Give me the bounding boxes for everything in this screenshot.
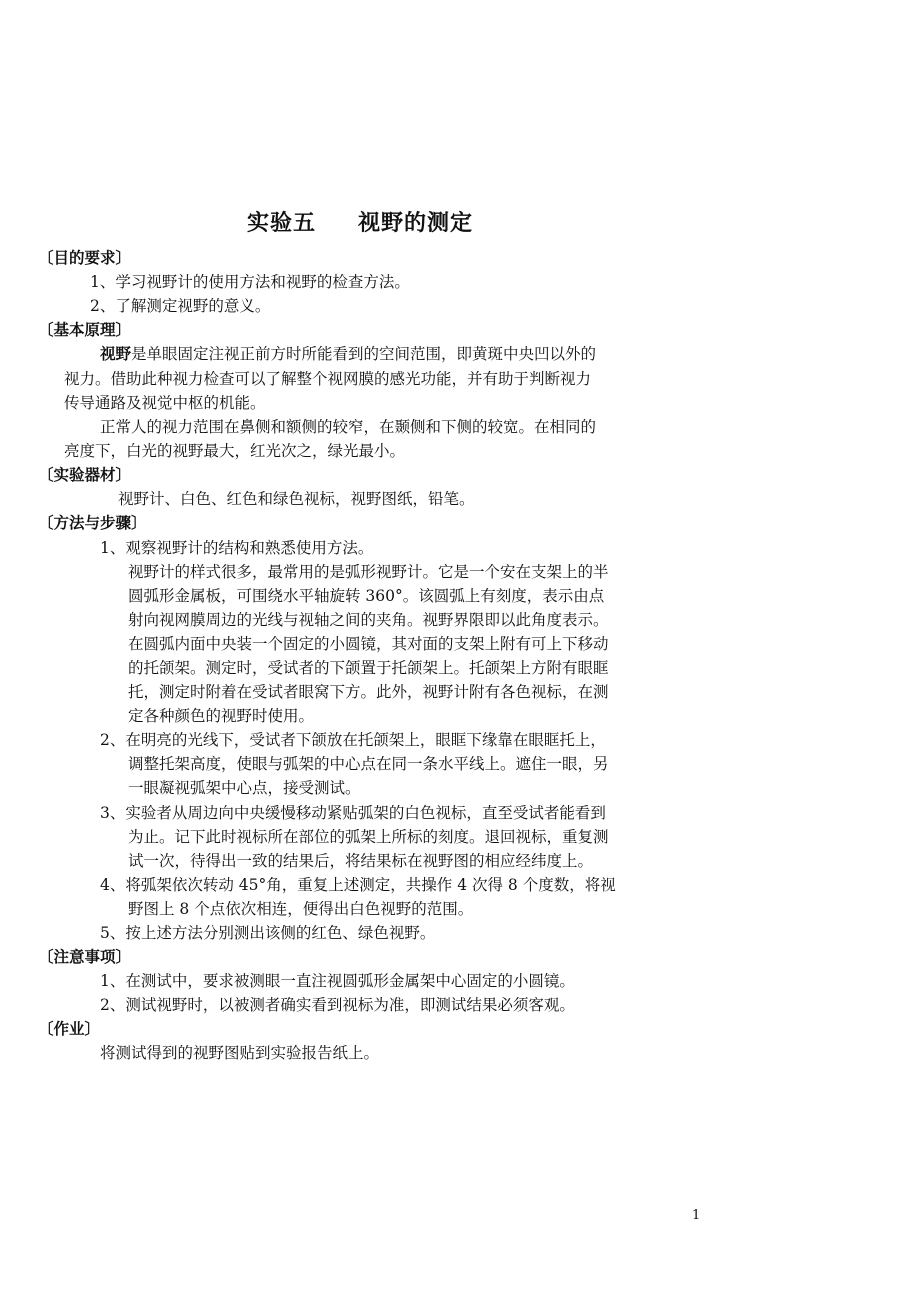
step-3-line: 3、实验者从周边向中央缓慢移动紧贴弧架的白色视标，直至受试者能看到 xyxy=(100,804,606,822)
homework-text: 将测试得到的视野图贴到实验报告纸上。 xyxy=(100,1044,380,1062)
title-experiment-name: 视野的测定 xyxy=(358,211,474,236)
step-1-detail-line: 定各种颜色的视野时使用。 xyxy=(128,707,315,725)
principle-para-1-line-3: 传导通路及视觉中枢的机能。 xyxy=(64,394,266,412)
page-number: 1 xyxy=(692,1208,701,1223)
principle-para-1-line-2: 视力。借助此种视力检查可以了解整个视网膜的感光功能，并有助于判断视力 xyxy=(64,370,592,388)
step-3-line: 试一次，待得出一致的结果后，将结果标在视野图的相应经纬度上。 xyxy=(128,852,594,870)
step-3-line: 为止。记下此时视标所在部位的弧架上所标的刻度。退回视标，重复测 xyxy=(128,828,609,846)
title-experiment-number: 实验五 xyxy=(246,211,316,236)
step-1-detail-line: 的托颌架。测定时，受试者的下颌置于托颌架上。托颌架上方附有眼眶 xyxy=(128,659,609,677)
step-2-line: 调整托架高度，使眼与弧架的中心点在同一条水平线上。遮住一眼，另 xyxy=(128,755,609,773)
purpose-item-2: 2、了解测定视野的意义。 xyxy=(90,297,271,315)
principle-para-1-line-1 xyxy=(100,342,596,366)
principle-para-1-line-1-text: 是单眼固定注视正前方时所能看到的空间范围，即黄斑中央凹以外的 xyxy=(131,345,597,363)
principle-para-2-line-1: 正常人的视力范围在鼻侧和额侧的较窄，在颞侧和下侧的较宽。在相同的 xyxy=(100,418,597,436)
heading-purpose: 〔目的要求〕 xyxy=(38,249,132,267)
heading-notes: 〔注意事项〕 xyxy=(38,948,132,966)
heading-principle: 〔基本原理〕 xyxy=(38,321,132,339)
step-5: 5、按上述方法分别测出该侧的红色、绿色视野。 xyxy=(100,924,436,942)
step-1-detail-line: 托，测定时附着在受试者眼窝下方。此外，视野计附有各色视标，在测 xyxy=(128,683,609,701)
step-2-line: 一眼凝视弧架中心点，接受测试。 xyxy=(128,779,361,797)
page-title xyxy=(0,206,820,237)
principle-para-2-line-2: 亮度下，白光的视野最大，红光次之，绿光最小。 xyxy=(64,442,406,460)
step-1-detail-line: 射向视网膜周边的光线与视轴之间的夹角。视野界限即以此角度表示。 xyxy=(128,611,609,629)
step-2-line: 2、在明亮的光线下，受试者下颌放在托颌架上，眼眶下缘靠在眼眶托上， xyxy=(100,731,606,749)
heading-materials: 〔实验器材〕 xyxy=(38,466,132,484)
step-1-detail-line: 视野计的样式很多，最常用的是弧形视野计。它是一个安在支架上的半 xyxy=(128,563,609,581)
step-4-line: 4、将弧架依次转动 45°角，重复上述测定，共操作 4 次得 8 个度数，将视 xyxy=(100,876,616,894)
step-1-detail-line: 在圆弧内面中央装一个固定的小圆镜，其对面的支架上附有可上下移动 xyxy=(128,635,609,653)
purpose-item-1: 1、学习视野计的使用方法和视野的检查方法。 xyxy=(90,273,410,291)
term-visual-field: 视野 xyxy=(100,345,132,363)
step-4-line: 野图上 8 个点依次相连，便得出白色视野的范围。 xyxy=(128,900,474,918)
heading-homework: 〔作业〕 xyxy=(38,1020,101,1038)
note-item-2: 2、测试视野时，以被测者确实看到视标为准，即测试结果必须客观。 xyxy=(100,996,575,1014)
heading-steps: 〔方法与步骤〕 xyxy=(38,514,147,532)
step-1: 1、观察视野计的结构和熟悉使用方法。 xyxy=(100,539,374,557)
note-item-1: 1、在测试中，要求被测眼一直注视圆弧形金属架中心固定的小圆镜。 xyxy=(100,972,575,990)
materials-text: 视野计、白色、红色和绿色视标，视野图纸，铅笔。 xyxy=(118,490,475,508)
step-1-detail-line: 圆弧形金属板，可围绕水平轴旋转 360°。该圆弧上有刻度，表示由点 xyxy=(128,587,605,605)
